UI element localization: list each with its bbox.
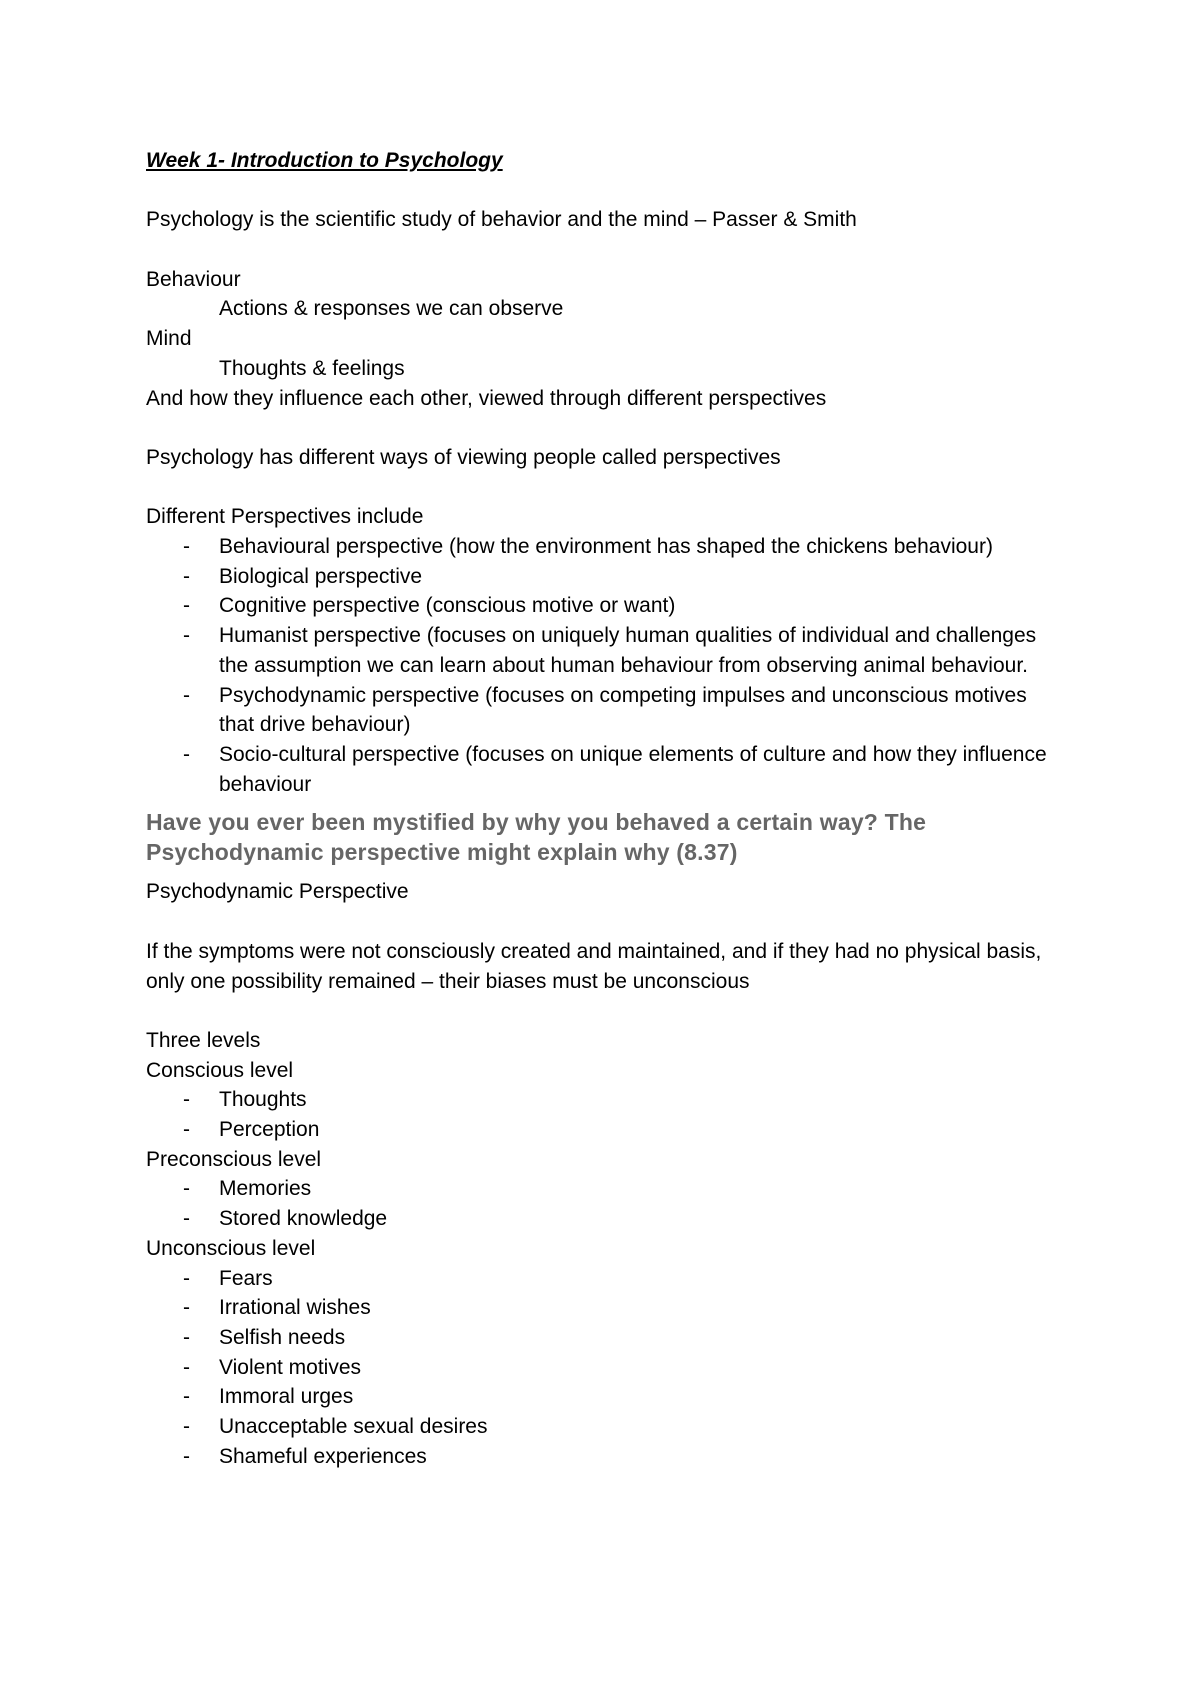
callout-question: Have you ever been mystified by why you behaved a certain way? The Psychodynamic perspective might explain why (8.37)	[146, 809, 927, 866]
dash-bullet: -	[183, 594, 190, 618]
list-item-text: Unacceptable sexual desires	[219, 1415, 488, 1439]
dash-bullet: -	[183, 1355, 190, 1379]
list-item-text: Thoughts	[219, 1088, 307, 1112]
list-item	[146, 1293, 1056, 1323]
dash-bullet: -	[183, 624, 190, 648]
three-levels-heading: Three levels	[146, 1028, 261, 1052]
list-item	[146, 1353, 1056, 1383]
dash-bullet: -	[183, 1207, 190, 1231]
conscious-list	[146, 1085, 1056, 1144]
mind-description: Thoughts & feelings	[219, 356, 405, 380]
symptoms-paragraph: If the symptoms were not consciously created and maintained, and if they had no physical basis, only one possibility remained – their biases must be unconscious	[146, 939, 1042, 993]
dash-bullet: -	[183, 1385, 190, 1409]
list-item-text: Irrational wishes	[219, 1296, 371, 1320]
list-item	[146, 1412, 1056, 1442]
list-item-text: Fears	[219, 1266, 273, 1290]
dash-bullet: -	[183, 535, 190, 559]
influence-text: And how they influence each other, viewed through different perspectives	[146, 386, 827, 410]
document-page	[146, 146, 1056, 1471]
list-item	[146, 1382, 1056, 1412]
dash-bullet: -	[183, 1177, 190, 1201]
mind-heading: Mind	[146, 327, 192, 351]
dash-bullet: -	[183, 1088, 190, 1112]
list-item-text: Humanist perspective (focuses on uniquely human qualities of individual and challenges the assumption we can learn about human behaviour from observing animal behaviour.	[219, 624, 1037, 677]
spacer	[146, 473, 1056, 503]
list-item-text: Immoral urges	[219, 1385, 354, 1409]
spacer	[146, 907, 1056, 937]
list-item	[146, 1323, 1056, 1353]
list-item-text: Cognitive perspective (conscious motive or want)	[219, 594, 676, 618]
list-item-text: Behavioural perspective (how the environment has shaped the chickens behaviour)	[219, 535, 993, 559]
dash-bullet: -	[183, 564, 190, 588]
list-item	[146, 740, 1056, 799]
perspectives-heading: Different Perspectives include	[146, 505, 424, 529]
list-item	[146, 1174, 1056, 1204]
page-title: Week 1- Introduction to Psychology	[146, 149, 503, 172]
perspectives-intro: Psychology has different ways of viewing people called perspectives	[146, 445, 781, 469]
list-item	[146, 1264, 1056, 1294]
conscious-heading: Conscious level	[146, 1058, 294, 1082]
list-item-text: Socio-cultural perspective (focuses on unique elements of culture and how they influence behaviour	[219, 743, 1047, 796]
list-item-text: Shameful experiences	[219, 1444, 427, 1468]
dash-bullet: -	[183, 1296, 190, 1320]
list-item-text: Violent motives	[219, 1355, 362, 1379]
list-item-text: Stored knowledge	[219, 1207, 388, 1231]
list-item-text: Psychodynamic perspective (focuses on competing impulses and unconscious motives that drive behaviour)	[219, 683, 1027, 737]
list-item	[146, 1085, 1056, 1115]
list-item-text: Biological perspective	[219, 564, 423, 588]
list-item-text: Memories	[219, 1177, 312, 1201]
list-item	[146, 1442, 1056, 1472]
list-item	[146, 1115, 1056, 1145]
dash-bullet: -	[183, 743, 190, 766]
list-item	[146, 681, 1056, 740]
spacer	[146, 235, 1056, 265]
preconscious-list	[146, 1174, 1056, 1233]
definition-text: Psychology is the scientific study of behavior and the mind – Passer & Smith	[146, 208, 857, 232]
spacer	[146, 413, 1056, 443]
list-item	[146, 621, 1056, 680]
list-item	[146, 532, 1056, 562]
preconscious-heading: Preconscious level	[146, 1147, 322, 1171]
psychodynamic-heading: Psychodynamic Perspective	[146, 880, 409, 904]
perspectives-list	[146, 532, 1056, 799]
list-item	[146, 562, 1056, 592]
unconscious-heading: Unconscious level	[146, 1236, 316, 1260]
list-item	[146, 591, 1056, 621]
dash-bullet: -	[183, 1266, 190, 1290]
dash-bullet: -	[183, 1444, 190, 1468]
behaviour-description: Actions & responses we can observe	[219, 297, 564, 321]
list-item-text: Selfish needs	[219, 1325, 346, 1349]
list-item	[146, 1204, 1056, 1234]
list-item-text: Perception	[219, 1118, 320, 1141]
spacer	[146, 996, 1056, 1026]
unconscious-list	[146, 1264, 1056, 1472]
dash-bullet: -	[183, 683, 190, 707]
behaviour-heading: Behaviour	[146, 267, 241, 291]
dash-bullet: -	[183, 1325, 190, 1349]
dash-bullet: -	[183, 1415, 190, 1439]
spacer	[146, 176, 1056, 206]
dash-bullet: -	[183, 1118, 190, 1141]
